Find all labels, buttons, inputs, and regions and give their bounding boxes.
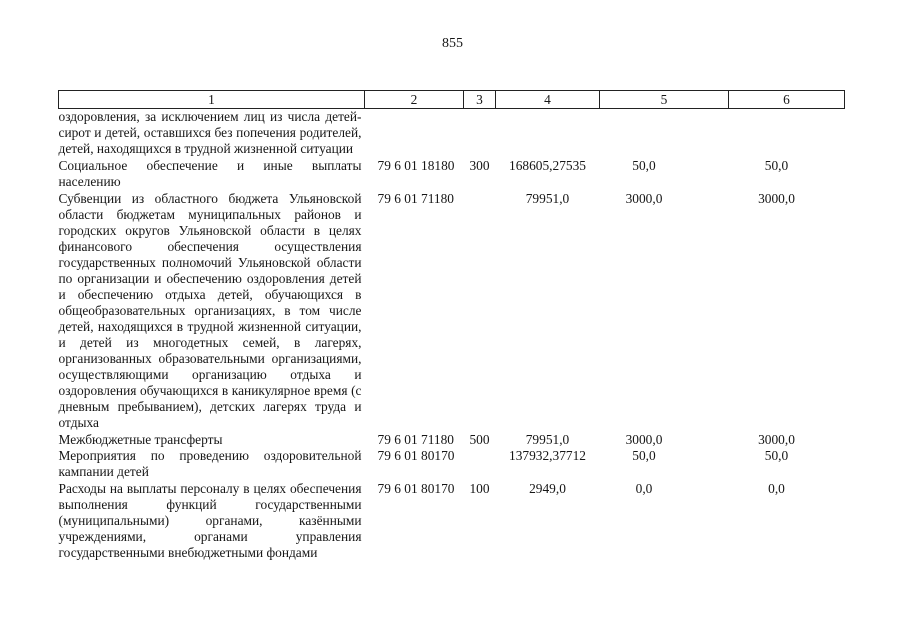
- row-amount: 2949,0: [529, 481, 566, 496]
- row-amount: 168605,27535: [509, 158, 586, 173]
- table-row: [59, 431, 845, 448]
- header-row: [59, 91, 845, 109]
- table-row: [59, 448, 845, 480]
- row-col5-value: 50,0: [632, 158, 656, 173]
- row-expense-type: [464, 448, 496, 480]
- row-description: Субвенции из областного бюджета Ульяновской области бюджетам муниципальных районов и городских округов Ульяновской области в целях финансового обеспечения осуществления государственных полномочий Ульяновской области по организации и обеспечению оздоровления детей и обеспечению отдыха детей, обучающихся в общеобразовательных организациях, в том числе детей, находящихся в трудной жизненной ситуации, и детей из многодетных семей, в лагерях, организованных образовательными организациями, осуществляющими организацию отдыха и оздоровления обучающихся в каникулярное время (с дневным пребыванием), детских лагерях труда и отдыха: [58, 191, 362, 430]
- row-code: 79 6 01 18180: [377, 158, 455, 173]
- row-amount: 137932,37712: [509, 448, 586, 463]
- row-description: оздоровления, за исключением лиц из числа детей-сирот и детей, оставшихся без попечения родителей, детей, находящихся в трудной жизненной ситуации: [58, 109, 362, 156]
- header-col-5: 5: [600, 91, 729, 109]
- header-col-4: 4: [496, 91, 600, 109]
- row-code: 79 6 01 71180: [377, 432, 454, 447]
- row-col6-value: 3000,0: [758, 432, 795, 447]
- row-col6-value: 3000,0: [758, 191, 795, 206]
- row-amount: [496, 109, 600, 158]
- table-row: [59, 190, 845, 431]
- table-header: [59, 91, 845, 109]
- row-description: Межбюджетные трансферты: [58, 432, 223, 447]
- row-description: Социальное обеспечение и иные выплаты населению: [58, 158, 362, 189]
- row-description: Расходы на выплаты персоналу в целях обеспечения выполнения функций государственными (муниципальными) органами, казёнными учреждениями, органами управления государственными внебюджетными фондами: [58, 481, 362, 560]
- row-code: 79 6 01 80170: [377, 481, 455, 496]
- page-number: 855: [442, 36, 463, 51]
- row-expense-type: 300: [469, 158, 490, 173]
- row-col6-value: [729, 109, 845, 158]
- row-col6-value: 0,0: [768, 481, 785, 496]
- row-expense-type: 500: [469, 432, 490, 447]
- header-col-1: 1: [59, 91, 365, 109]
- row-col5-value: [600, 109, 729, 158]
- table-row: [59, 157, 845, 190]
- row-col6-value: 50,0: [764, 448, 789, 463]
- row-code: 79 6 01 80170: [377, 448, 455, 463]
- row-amount: 79951,0: [525, 191, 570, 206]
- header-col-6: 6: [729, 91, 845, 109]
- row-expense-type: 100: [469, 481, 490, 496]
- table-body: [59, 109, 845, 562]
- row-expense-type: [464, 190, 496, 431]
- table-row: [59, 480, 845, 561]
- budget-table: [58, 90, 845, 561]
- row-col5-value: 50,0: [632, 448, 656, 463]
- row-amount: 79951,0: [525, 432, 570, 447]
- row-description: Мероприятия по проведению оздоровительной кампании детей: [58, 448, 362, 479]
- row-code: 79 6 01 71180: [377, 191, 454, 206]
- row-col5-value: 3000,0: [625, 432, 663, 447]
- header-col-2: 2: [365, 91, 464, 109]
- header-col-3: 3: [464, 91, 496, 109]
- table-row: [59, 109, 845, 158]
- row-col5-value: 0,0: [635, 481, 653, 496]
- row-expense-type: [464, 109, 496, 158]
- row-col5-value: 3000,0: [625, 191, 663, 206]
- row-code: [365, 109, 464, 158]
- row-col6-value: 50,0: [764, 158, 789, 173]
